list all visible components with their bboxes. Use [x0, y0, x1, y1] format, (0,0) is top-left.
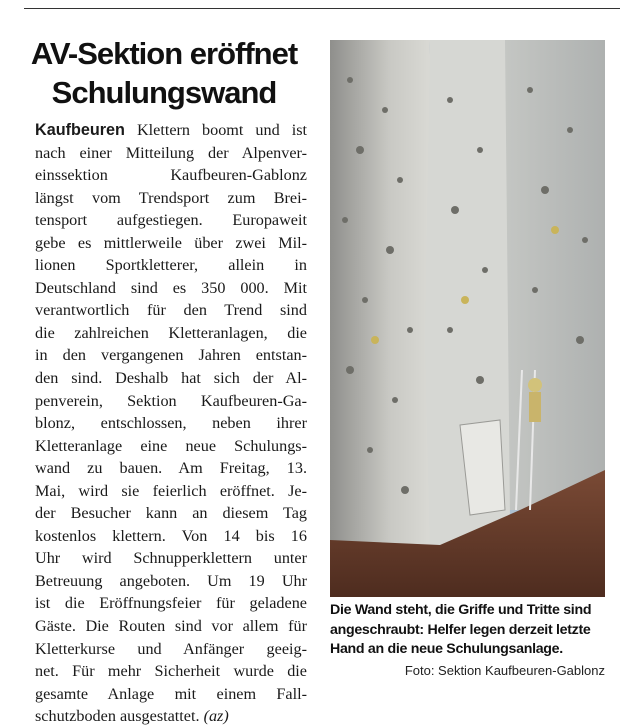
body-line-last — [35, 705, 307, 728]
body-line: Kletteranlage eine neue Schulungs- — [35, 436, 307, 455]
body-line: gesamte Anlage mit einem Fall- — [35, 684, 307, 703]
climbing-wall-photo — [330, 40, 605, 597]
dateline: Kaufbeuren — [35, 121, 125, 139]
body-line: längst vom Trendsport zum Brei- — [35, 188, 307, 207]
right-wall — [500, 40, 605, 510]
body-line: blonz, entschlossen, neben ihrer — [35, 414, 307, 433]
photo-image — [330, 40, 605, 597]
top-rule — [24, 8, 620, 9]
body-line: Gäste. Die Routen sind vor allem für — [35, 617, 307, 636]
article-body — [35, 119, 307, 728]
headline-line-2: Schulungswand — [51, 75, 277, 110]
body-line: penverein, Sektion Kaufbeuren-Ga- — [35, 391, 307, 410]
body-line-text: Klettern boomt und ist — [136, 121, 307, 139]
body-line: nach einer Mitteilung der Alpenver- — [35, 143, 307, 162]
body-line: Betreuung angeboten. Um 19 Uhr — [35, 571, 307, 590]
body-line: den sind. Deshalb hat sich der Al- — [35, 369, 307, 388]
body-line: verantwortlich für den Trend sind — [35, 301, 307, 320]
headline-line-1: AV-Sektion eröffnet — [30, 36, 298, 71]
left-wall — [330, 40, 430, 570]
body-line: in den vergangenen Jahren entstan- — [35, 346, 307, 365]
photo-caption: Die Wand steht, die Griffe und Tritte sind angeschraubt: Helfer legen derzeit letzte Hand an die neue Schulungsanlage. — [330, 602, 592, 657]
body-line: kostenlos klettern. Von 14 bis 16 — [35, 526, 307, 545]
helper-figure — [529, 392, 541, 422]
body-line: ist die Eröffnungsfeier für geladene — [35, 594, 307, 613]
photo-credit: Foto: Sektion Kaufbeuren-Gablonz — [404, 663, 605, 678]
body-line: Mai, wird sie feierlich eröffnet. Je- — [35, 481, 307, 500]
body-line — [35, 119, 307, 142]
body-line: tensport aufgestiegen. Europaweit — [35, 211, 307, 230]
body-line: einssektion Kaufbeuren-Gablonz — [35, 166, 307, 185]
body-line-text: schutzboden ausgestattet. — [35, 707, 200, 726]
author-signature: (az) — [203, 707, 229, 726]
body-line: lionen Sportkletterer, allein in — [35, 256, 307, 275]
body-line: Deutschland sind es 350 000. Mit — [35, 278, 307, 297]
helper-figure — [528, 378, 542, 392]
headline — [18, 34, 310, 112]
body-line: die zahlreichen Kletteranlagen, die — [35, 323, 307, 342]
body-line: Kletterkurse und Anfänger geeig- — [35, 639, 307, 658]
body-line: wand zu bauen. Am Freitag, 13. — [35, 459, 307, 478]
body-line: net. Für mehr Sicherheit wurde die — [35, 662, 307, 681]
body-line: Uhr wird Schnupperklettern unter — [35, 549, 307, 568]
body-line: gebe es mittlerweile über zwei Mil- — [35, 233, 307, 252]
body-line: der Besucher kann an diesem Tag — [35, 504, 307, 523]
